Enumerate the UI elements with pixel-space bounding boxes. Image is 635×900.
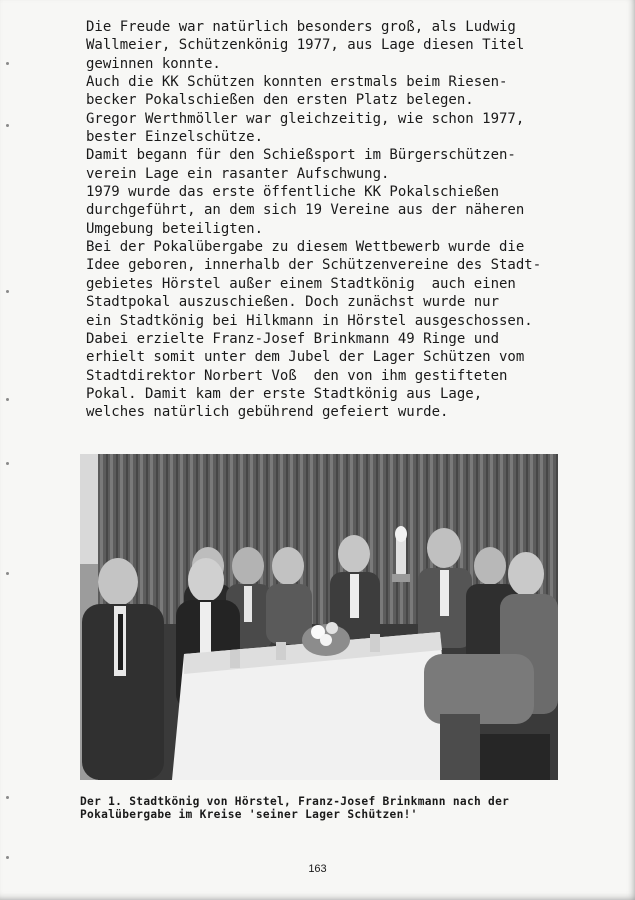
text-line: ein Stadtkönig bei Hilkmann in Hörstel ausgeschossen.	[86, 312, 533, 329]
margin-speck	[6, 290, 9, 293]
text-line: gewinnen konnte.	[86, 55, 221, 72]
margin-speck	[6, 856, 9, 859]
page-number: 163	[308, 863, 327, 875]
text-line: Idee geboren, innerhalb der Schützenvereine des Stadt-	[86, 257, 542, 274]
text-line: Die Freude war natürlich besonders groß, als Ludwig	[86, 19, 516, 35]
text-line: Stadtpokal auszuschießen. Doch zunächst wurde nur	[86, 294, 500, 311]
text-line: Umgebung beteiligten.	[86, 220, 264, 237]
text-line: Wallmeier, Schützenkönig 1977, aus Lage diesen Titel	[86, 37, 525, 54]
text-line: Pokal. Damit kam der erste Stadtkönig aus Lage,	[86, 385, 483, 402]
text-line: verein Lage ein rasanter Aufschwung.	[86, 165, 390, 182]
body-text	[86, 18, 586, 422]
margin-speck	[6, 62, 9, 65]
photo-caption	[80, 796, 570, 821]
caption-line: Pokalübergabe im Kreise 'seiner Lager Schützen!'	[80, 807, 418, 821]
group-photo	[80, 454, 558, 780]
text-line: Gregor Werthmöller war gleichzeitig, wie schon 1977,	[86, 110, 525, 127]
text-line: gebietes Hörstel außer einem Stadtkönig auch einen	[86, 275, 516, 292]
margin-speck	[6, 124, 9, 127]
text-line: Damit begann für den Schießsport im Bürgerschützen-	[86, 147, 516, 164]
margin-speck	[6, 572, 9, 575]
margin-speck	[6, 398, 9, 401]
margin-speck	[6, 796, 9, 799]
text-line: durchgeführt, an dem sich 19 Vereine aus der näheren	[86, 202, 525, 219]
text-line: erhielt somit unter dem Jubel der Lager Schützen vom	[86, 349, 525, 366]
group-photo-illustration	[80, 454, 558, 780]
text-line: Bei der Pokalübergabe zu diesem Wettbewerb wurde die	[86, 239, 525, 256]
text-line: welches natürlich gebührend gefeiert wurde.	[86, 404, 449, 421]
text-line: 1979 wurde das erste öffentliche KK Pokalschießen	[86, 184, 500, 201]
margin-speck	[6, 462, 9, 465]
caption-line: Der 1. Stadtkönig von Hörstel, Franz-Josef Brinkmann nach der	[80, 795, 510, 808]
text-line: Auch die KK Schützen konnten erstmals beim Riesen-	[86, 74, 508, 91]
text-line: bester Einzelschütze.	[86, 129, 264, 146]
text-line: Dabei erzielte Franz-Josef Brinkmann 49 Ringe und	[86, 330, 500, 347]
text-line: becker Pokalschießen den ersten Platz belegen.	[86, 92, 474, 109]
text-line: Stadtdirektor Norbert Voß den von ihm gestifteten	[86, 367, 508, 384]
